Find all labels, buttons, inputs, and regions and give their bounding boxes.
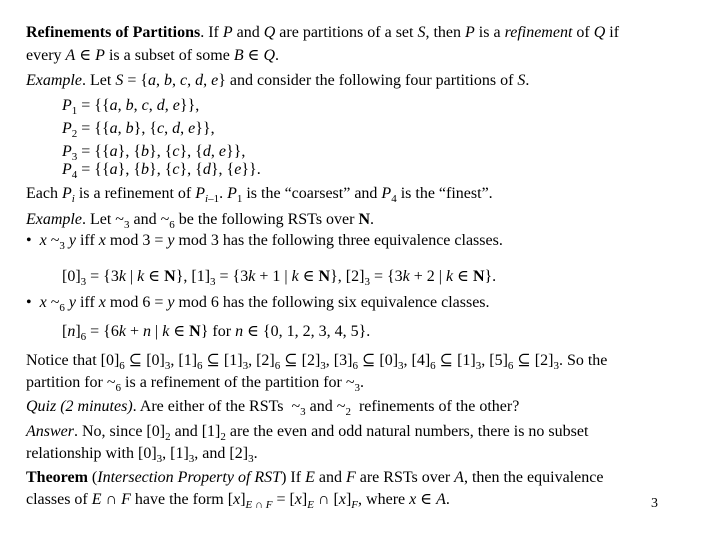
answer-line-1: Answer. No, since $[0]_2$ and $[1]_2$ are the even and odd natural numbers, there is no subset (26, 423, 589, 443)
refinement-statement: Each $P_i$ is a refinement of $P_{i-1}$. $P_1$ is the “coarsest” and $P_4$ is the “finest”. (26, 185, 493, 205)
theorem-line-1: Theorem (Intersection Property of RST) If E and F are RSTs over A, then the equivalence (26, 469, 604, 486)
notice-line-1: Notice that $[0]_6$ ⊆ $[0]_3$, $[1]_6$ ⊆ $[1]_3$, $[2]_6$ ⊆ $[2]_3$, $[3]_6$ ⊆ $[0]_3$, $[4]_6$ ⊆ $[1]_3$, $[5]_6$ ⊆ $[2]_3$. So the (26, 352, 608, 372)
answer-line-2: relationship with $[0]_3$, $[1]_3$, and $[2]_3$. (26, 445, 258, 465)
definition-line-1: Refinements of Partitions. If P and Q are partitions of a set S, then P is a refinement of Q if (26, 24, 620, 41)
notice-line-2: partition for $\sim_6$ is a refinement of the partition for $\sim_3$. (26, 374, 364, 394)
theorem-line-2: classes of E ∩ F have the form $[x]_{E \cap F} = [x]_E$ ∩ $[x]_F$, where x ∈ A. (26, 491, 450, 511)
example-intro: Example. Let S = {a, b, c, d, e} and consider the following four partitions of S. (26, 72, 530, 89)
classes-mod3: $[0]_3 = \{3k$ | k ∈ N}, $[1]_3 = \{3k + 1$ | k ∈ N}, $[2]_3 = \{3k + 2$ | k ∈ N}. (62, 268, 497, 288)
partition-p4: $P_4 = \{\{a\}$, {b}, {c}, {d}, {e}}. (62, 161, 261, 181)
classes-mod6: $[n]_6 = \{6k + n$ | k ∈ N} for n ∈ {0, 1, 2, 3, 4, 5}. (62, 323, 371, 343)
partition-p2: $P_2 = \{\{a$, b}, {c, d, e}}, (62, 120, 215, 140)
partition-p3: $P_3 = \{\{a\}$, {b}, {c}, {d, e}}, (62, 143, 246, 163)
definition-line-2: every A ∈ P is a subset of some B ∈ Q. (26, 47, 279, 64)
bullet-mod6: • x $\sim_6$ y iff x mod 6 = y mod 6 has the following six equivalence classes. (26, 294, 490, 314)
partition-p1: $P_1 = \{\{a$, b, c, d, e}}, (62, 97, 200, 117)
quiz-line: Quiz (2 minutes). Are either of the RSTs $\sim_3$ and $\sim_2$ refinements of the other? (26, 398, 520, 418)
bullet-mod3: • x $\sim_3$ y iff x mod 3 = y mod 3 has the following three equivalence classes. (26, 232, 503, 252)
page-number: 3 (651, 496, 658, 511)
example-rst-intro: Example. Let $\sim_3$ and $\sim_6$ be the following RSTs over N. (26, 211, 375, 231)
